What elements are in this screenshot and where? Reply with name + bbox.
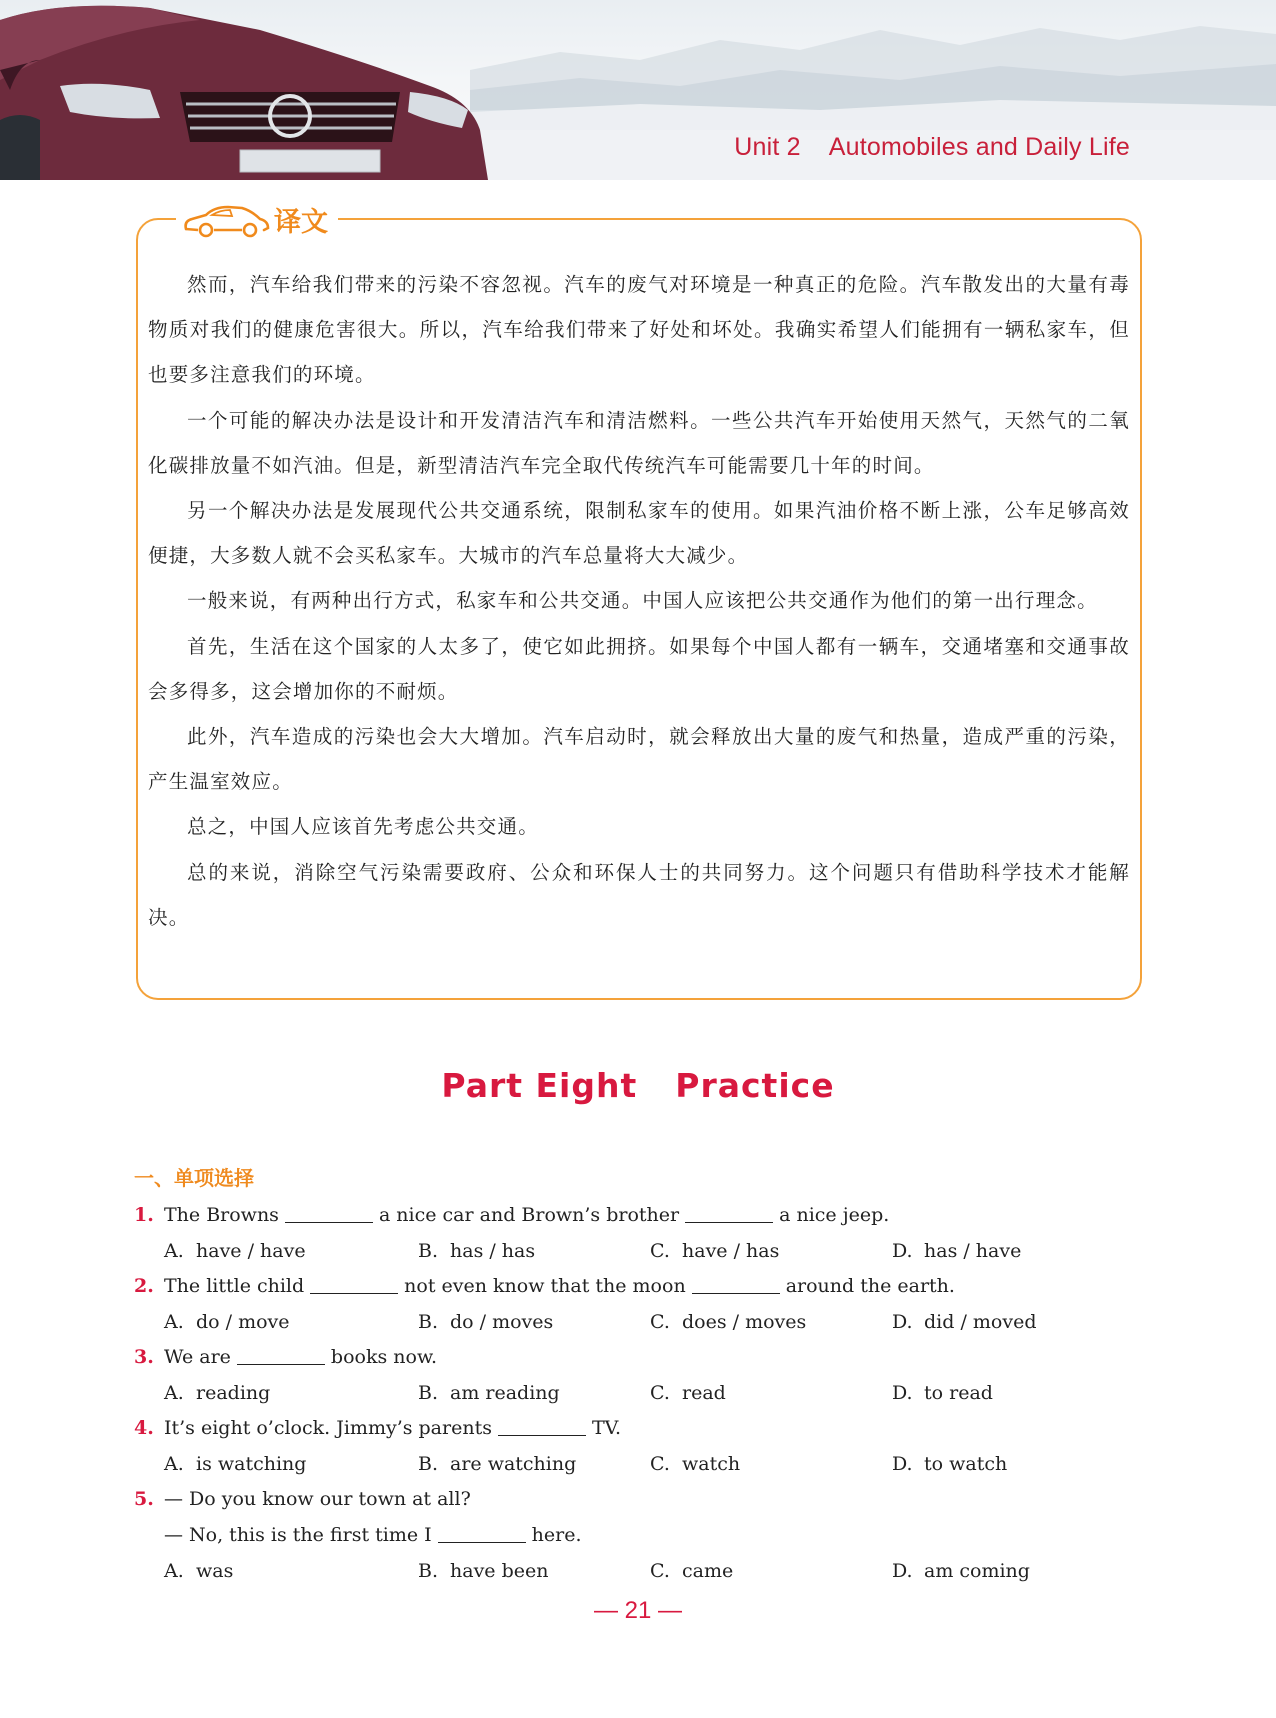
unit-number: Unit 2 bbox=[734, 133, 801, 161]
option-a[interactable]: A. have / have bbox=[164, 1240, 306, 1262]
translation-title: 译文 bbox=[274, 206, 328, 238]
answer-blank bbox=[692, 1276, 780, 1294]
translation-text bbox=[148, 262, 1130, 940]
option-c[interactable]: C. read bbox=[650, 1382, 726, 1404]
question-text: TV. bbox=[591, 1417, 622, 1439]
option-c[interactable]: C. have / has bbox=[650, 1240, 780, 1262]
question-text: a nice jeep. bbox=[779, 1204, 890, 1226]
translation-paragraph: 一个可能的解决办法是设计和开发清洁汽车和清洁燃料。一些公共汽车开始使用天然气，天然气的二氧化碳排放量不如汽油。但是，新型清洁汽车完全取代传统汽车可能需要几十年的时间。 bbox=[148, 408, 1130, 477]
translation-paragraph: 总之，中国人应该首先考虑公共交通。 bbox=[187, 815, 539, 839]
question-number: 4. bbox=[134, 1417, 154, 1439]
option-a[interactable]: A. reading bbox=[164, 1382, 271, 1404]
answer-blank bbox=[285, 1205, 373, 1223]
option-a[interactable]: A. is watching bbox=[164, 1453, 307, 1475]
unit-title bbox=[734, 133, 1130, 162]
option-b[interactable]: B. have been bbox=[418, 1560, 549, 1582]
question-number: 3. bbox=[134, 1346, 154, 1368]
answer-blank bbox=[310, 1276, 398, 1294]
answer-blank bbox=[498, 1418, 586, 1436]
translation-paragraph: 另一个解决办法是发展现代公共交通系统，限制私家车的使用。如果汽油价格不断上涨，公车足够高效便捷，大多数人就不会买私家车。大城市的汽车总量将大大减少。 bbox=[148, 499, 1130, 568]
option-a[interactable]: A. do / move bbox=[164, 1311, 290, 1333]
option-b[interactable]: B. am reading bbox=[418, 1382, 560, 1404]
answer-blank bbox=[438, 1525, 526, 1543]
question-1-options bbox=[164, 1240, 1064, 1266]
option-d[interactable]: D. has / have bbox=[892, 1240, 1022, 1262]
question-text: The little child bbox=[164, 1275, 305, 1297]
question-5-line-2 bbox=[164, 1524, 582, 1546]
page-number: — 21 — bbox=[593, 1597, 683, 1624]
option-b[interactable]: B. are watching bbox=[418, 1453, 577, 1475]
unit-name: Automobiles and Daily Life bbox=[828, 133, 1130, 161]
question-text: It’s eight o’clock. Jimmy’s parents bbox=[164, 1417, 492, 1439]
question-number: 5. bbox=[134, 1488, 154, 1510]
translation-paragraph: 总的来说，消除空气污染需要政府、公众和环保人士的共同努力。这个问题只有借助科学技术才能解决。 bbox=[148, 860, 1130, 929]
question-text: We are bbox=[164, 1346, 231, 1368]
question-1 bbox=[134, 1204, 889, 1226]
question-4-options bbox=[164, 1453, 1064, 1479]
question-text: — No, this is the first time I bbox=[164, 1524, 432, 1546]
option-c[interactable]: C. does / moves bbox=[650, 1311, 807, 1333]
question-text: around the earth. bbox=[785, 1275, 955, 1297]
answer-blank bbox=[685, 1205, 773, 1223]
section-title: 一、单项选择 bbox=[134, 1166, 254, 1190]
question-text: The Browns bbox=[164, 1204, 279, 1226]
question-text: books now. bbox=[330, 1346, 437, 1368]
header-banner bbox=[0, 0, 1276, 180]
question-3-options bbox=[164, 1382, 1064, 1408]
translation-paragraph: 首先，生活在这个国家的人太多了，使它如此拥挤。如果每个中国人都有一辆车，交通堵塞和交通事故会多得多，这会增加你的不耐烦。 bbox=[148, 634, 1130, 703]
question-number: 2. bbox=[134, 1275, 154, 1297]
translation-paragraph: 一般来说，有两种出行方式，私家车和公共交通。中国人应该把公共交通作为他们的第一出行理念。 bbox=[187, 589, 1098, 613]
question-2-options bbox=[164, 1311, 1064, 1337]
question-text: a nice car and Brown’s brother bbox=[378, 1204, 680, 1226]
option-d[interactable]: D. did / moved bbox=[892, 1311, 1037, 1333]
question-5 bbox=[134, 1488, 471, 1510]
question-text: here. bbox=[531, 1524, 582, 1546]
translation-paragraph: 此外，汽车造成的污染也会大大增加。汽车启动时，就会释放出大量的废气和热量，造成严重的污染，产生温室效应。 bbox=[148, 725, 1130, 794]
question-text: — Do you know our town at all? bbox=[164, 1488, 471, 1510]
car-outline-icon bbox=[180, 199, 272, 239]
question-text: not even know that the moon bbox=[404, 1275, 686, 1297]
answer-blank bbox=[237, 1347, 325, 1365]
option-c[interactable]: C. came bbox=[650, 1560, 734, 1582]
question-3 bbox=[134, 1346, 437, 1368]
question-5-options bbox=[164, 1560, 1064, 1586]
option-d[interactable]: D. to read bbox=[892, 1382, 993, 1404]
option-d[interactable]: D. am coming bbox=[892, 1560, 1030, 1582]
option-d[interactable]: D. to watch bbox=[892, 1453, 1008, 1475]
part-name: Practice bbox=[675, 1066, 835, 1105]
question-4 bbox=[134, 1417, 621, 1439]
translation-label bbox=[176, 196, 338, 242]
car-image bbox=[0, 0, 520, 180]
option-c[interactable]: C. watch bbox=[650, 1453, 741, 1475]
question-number: 1. bbox=[134, 1204, 154, 1226]
option-a[interactable]: A. was bbox=[164, 1560, 234, 1582]
option-b[interactable]: B. do / moves bbox=[418, 1311, 554, 1333]
question-2 bbox=[134, 1275, 955, 1297]
translation-paragraph: 然而，汽车给我们带来的污染不容忽视。汽车的废气对环境是一种真正的危险。汽车散发出的大量有毒物质对我们的健康危害很大。所以，汽车给我们带来了好处和坏处。我确实希望人们能拥有一辆私家车，但也要多注意我们的环境。 bbox=[148, 273, 1130, 387]
option-b[interactable]: B. has / has bbox=[418, 1240, 536, 1262]
part-heading bbox=[0, 1066, 1276, 1105]
part-number: Part Eight bbox=[441, 1066, 638, 1105]
